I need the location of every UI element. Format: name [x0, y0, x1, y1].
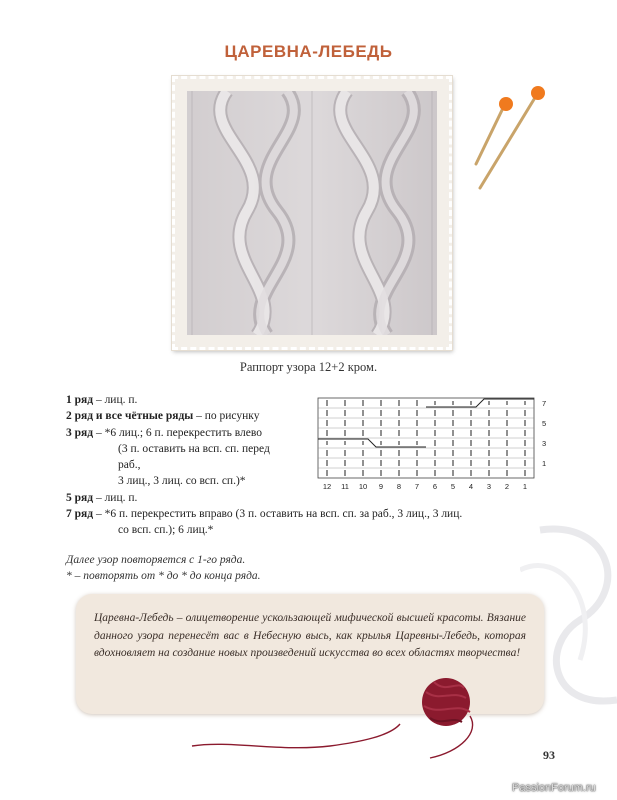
instruction-line: (3 п. оставить на всп. сп. перед — [118, 442, 270, 455]
instruction-line: 3 лиц., 3 лиц. со всп. сп.)* — [118, 475, 246, 488]
knitting-photo — [187, 91, 437, 335]
chart-column-number: 9 — [378, 482, 384, 491]
chart-row-number: 5 — [542, 419, 547, 428]
repeat-note — [66, 552, 261, 584]
chart-column-number: 7 — [414, 482, 420, 491]
page-number: 93 — [543, 748, 555, 762]
chart-row-number: 3 — [542, 439, 547, 448]
page-title: ЦАРЕВНА-ЛЕБЕДЬ — [224, 42, 393, 61]
chart-column-number: 10 — [358, 482, 368, 491]
chart-column-number: 8 — [396, 482, 402, 491]
yarn-ball-icon — [190, 672, 490, 762]
photo-caption: Раппорт узора 12+2 кром. — [239, 360, 378, 374]
chart-row-number: 1 — [542, 459, 547, 468]
note-line: Далее узор повторяется с 1-го ряда. — [66, 554, 246, 566]
chart-column-number: 11 — [341, 482, 349, 491]
chart-column-number: 1 — [522, 482, 528, 491]
watermark: PassionForum.ru — [512, 782, 596, 794]
chart-column-number: 3 — [486, 482, 492, 491]
instruction-line: 2 ряд и все чётные ряды – по рисунку — [66, 410, 260, 423]
instruction-line: со всп. сп.); 6 лиц.* — [118, 524, 214, 537]
chart-column-number: 4 — [468, 482, 474, 491]
instruction-line: раб., — [118, 459, 141, 472]
instruction-line: 3 ряд – *6 лиц.; 6 п. перекрестить влево — [66, 426, 262, 439]
chart-row-number: 7 — [542, 399, 547, 408]
note-line: * – повторять от * до * до конца ряда. — [66, 570, 261, 582]
instruction-line: 1 ряд – лиц. п. — [66, 394, 138, 406]
chart-column-number: 12 — [322, 482, 332, 491]
chart-column-number: 6 — [432, 482, 438, 491]
chart-column-number: 2 — [504, 482, 510, 491]
instruction-line: 7 ряд – *6 п. перекрестить вправо (3 п. оставить на всп. сп. за раб., 3 лиц., 3 лиц. — [66, 508, 463, 521]
quote-text: Царевна-Лебедь – олицетворение ускользающей мифической высшей красоты. Вязание данного узора перенесёт вас в Небесную высь, как крылья Царевны-Лебедь, которая вдохновляет на создание новых произведений искусства во всех областях творчества! — [94, 612, 526, 659]
knitting-chart — [314, 396, 554, 492]
photo-frame — [172, 76, 452, 350]
chart-column-number: 5 — [450, 482, 456, 491]
knitting-needles-icon — [466, 84, 546, 194]
instruction-line: 5 ряд – лиц. п. — [66, 491, 138, 504]
